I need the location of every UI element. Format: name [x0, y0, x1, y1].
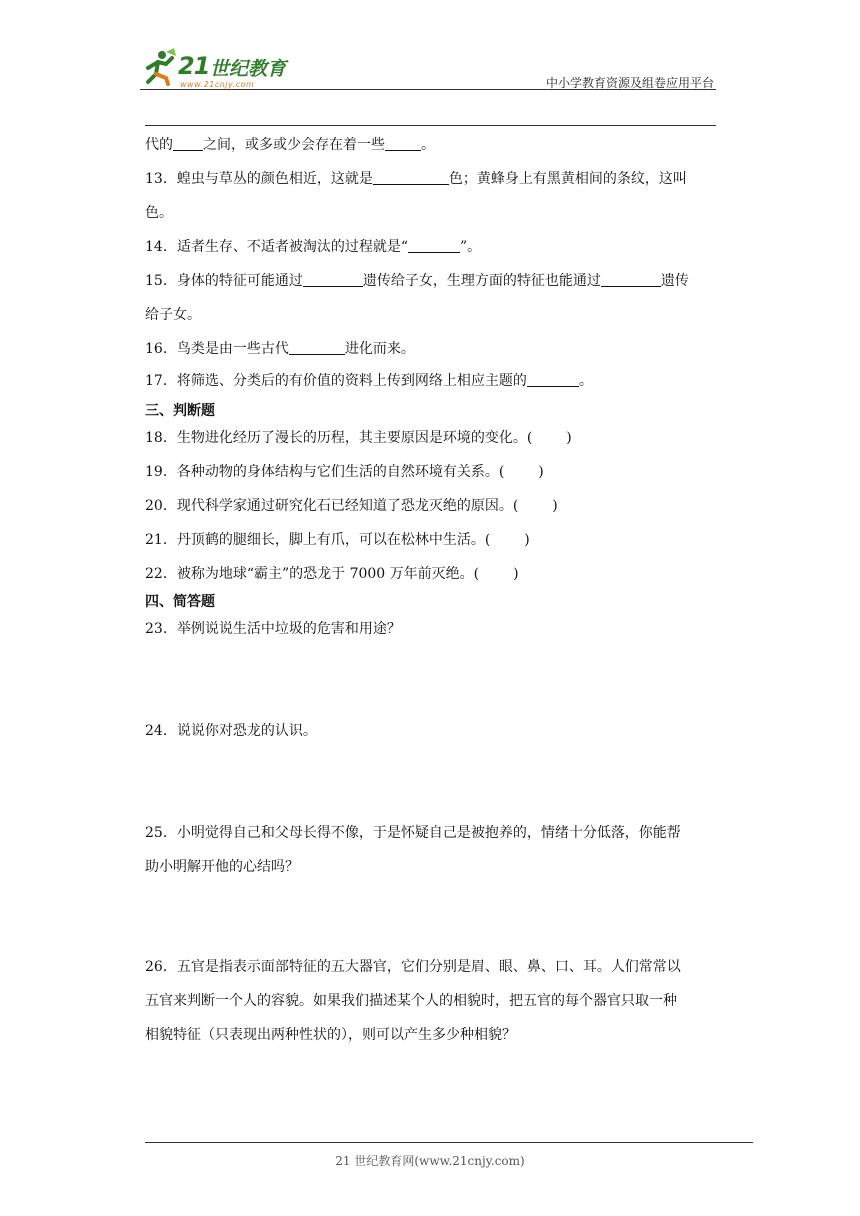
text: 13．蝗虫与草丛的颜色相近，这就是 [145, 171, 373, 187]
text: 22．被称为地球“霸主”的恐龙于 7000 万年前灭绝。( [145, 566, 480, 582]
page-footer[interactable]: 21 世纪教育网(www.21cnjy.com) [335, 1154, 525, 1168]
text: 遗传给子女，生理方面的特征也能通过 [362, 273, 601, 289]
logo-number: 21 [178, 52, 210, 80]
text: ”。 [459, 239, 482, 255]
text: 20．现代科学家通过研究化石已经知道了恐龙灭绝的原因。( [145, 498, 519, 514]
question-19 [145, 463, 544, 481]
answer-blank[interactable] [601, 272, 661, 287]
logo-url: www.21cnjy.com [180, 80, 255, 89]
runner-logo-icon [140, 46, 180, 86]
question-13-cont [145, 204, 173, 222]
question-13 [145, 170, 687, 188]
text: 进化而来。 [344, 341, 415, 357]
text: 色；黄蜂身上有黑黄相间的条纹，这叫 [448, 171, 687, 187]
question-26-cont-2: 相貌特征（只表现出两种性状的），则可以产生多少种相貌？ [145, 1027, 516, 1043]
answer-blank[interactable] [527, 372, 579, 387]
question-20 [145, 497, 558, 515]
question-15-cont [145, 306, 201, 324]
question-15 [145, 272, 689, 290]
section-heading-judgment: 三、判断题 [145, 403, 215, 419]
text: ) [538, 464, 544, 480]
answer-blank[interactable] [173, 136, 203, 151]
question-21 [145, 531, 530, 549]
question-18 [145, 429, 572, 447]
question-24: 24．说说你对恐龙的认识。 [145, 723, 317, 739]
text: 色。 [145, 205, 173, 221]
text: ) [566, 430, 572, 446]
question-14 [145, 238, 481, 256]
question-25-cont: 助小明解开他的心结吗？ [145, 859, 299, 875]
question-26: 26．五官是指表示面部特征的五大器官，它们分别是眉、眼、鼻、口、耳。人们常常以 [145, 959, 681, 975]
site-logo[interactable] [140, 46, 310, 90]
question-22 [145, 565, 519, 583]
content-top-divider [145, 125, 716, 126]
section-heading-short-answer: 四、简答题 [145, 594, 215, 610]
answer-blank[interactable] [385, 136, 421, 151]
text: 。 [578, 373, 593, 389]
text: ) [552, 498, 558, 514]
text: 。 [421, 137, 435, 153]
question-16 [145, 340, 415, 358]
question-25: 25．小明觉得自己和父母长得不像，于是怀疑自己是被抱养的，情绪十分低落，你能帮 [145, 825, 681, 841]
footer-divider [145, 1142, 753, 1143]
text: 给子女。 [145, 307, 201, 323]
continued-line [145, 136, 435, 154]
logo-text: 世纪教育 [210, 58, 287, 80]
text: 代的 [145, 137, 173, 153]
answer-blank[interactable] [303, 272, 363, 287]
answer-blank[interactable] [373, 170, 449, 185]
question-23: 23．举例说说生活中垃圾的危害和用途？ [145, 621, 401, 637]
text: 16．鸟类是由一些古代 [145, 341, 289, 357]
text: 18．生物进化经历了漫长的历程，其主要原因是环境的变化。( [145, 430, 533, 446]
text: 14．适者生存、不适者被淘汰的过程就是“ [145, 239, 408, 255]
text: 17．将筛选、分类后的有价值的资料上传到网络上相应主题的 [145, 373, 527, 389]
header-divider [140, 89, 716, 90]
answer-blank[interactable] [408, 238, 460, 253]
text: ) [513, 566, 519, 582]
text: ) [524, 532, 530, 548]
text: 遗传 [660, 273, 689, 289]
text: 之间，或多或少会存在着一些 [203, 137, 385, 153]
text: 15．身体的特征可能通过 [145, 273, 303, 289]
platform-name: 中小学教育资源及组卷应用平台 [545, 76, 714, 90]
question-17 [145, 372, 593, 390]
answer-blank[interactable] [289, 340, 345, 355]
question-26-cont-1: 五官来判断一个人的容貌。如果我们描述某个人的相貌时，把五官的每个器官只取一种 [145, 993, 677, 1009]
page-header [140, 40, 716, 90]
text: 21．丹顶鹤的腿细长，脚上有爪，可以在松林中生活。( [145, 532, 491, 548]
text: 19．各种动物的身体结构与它们生活的自然环境有关系。( [145, 464, 505, 480]
